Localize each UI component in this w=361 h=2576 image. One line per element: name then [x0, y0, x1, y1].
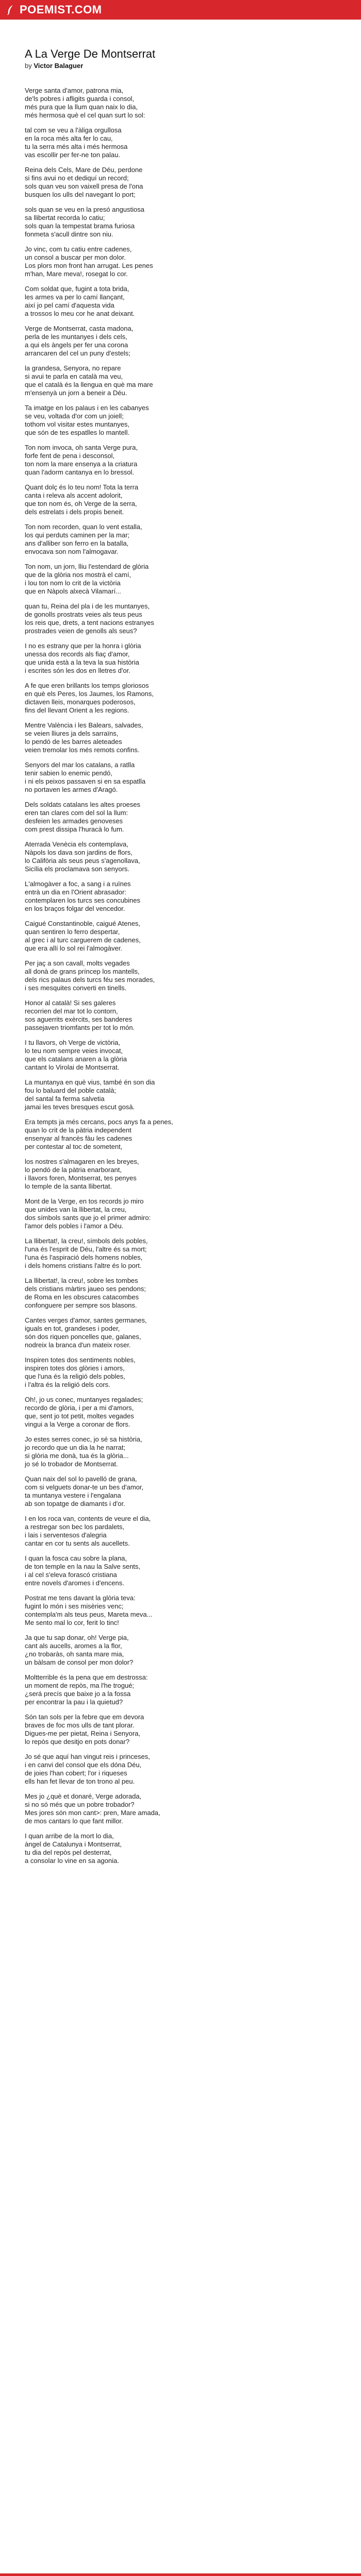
poem-line: la grandesa, Senyora, no repare	[25, 364, 121, 372]
poem-line: dos símbols sants que jo el primer admiro:	[25, 1214, 151, 1222]
poem-stanza	[25, 1078, 334, 1111]
poem-line: en què els Peres, los Jaumes, los Ramons,	[25, 690, 154, 698]
poem-line: Jo vinc, com tu catiu entre cadenes,	[25, 245, 132, 253]
poem-line: Ja que tu sap donar, oh! Verge pia,	[25, 1634, 129, 1641]
poem-line: si avui te parla en català ma veu,	[25, 372, 123, 380]
poem-line: Moltterrible és la pena que em destrossa:	[25, 1673, 148, 1681]
poem-line: I quan arribe de la mort lo dia,	[25, 1832, 114, 1840]
poem-stanza	[25, 523, 334, 556]
poem-stanza	[25, 206, 334, 239]
poem-line: Verge de Montserrat, casta madona,	[25, 325, 134, 332]
poem-stanza	[25, 1554, 334, 1587]
poem-line: no portaven les armes d'Aragó.	[25, 786, 118, 793]
poem-line: i llavors foren, Montserrat, tes penyes	[25, 1174, 137, 1182]
poem-line: Com soldat que, fugint a tota brida,	[25, 285, 129, 293]
poem-stanza	[25, 364, 334, 397]
poem-line: Jo sé que aquí han vingut reis i princeses,	[25, 1753, 150, 1760]
poem-line: Verge santa d'amor, patrona mia,	[25, 87, 124, 94]
poem-line: per encontrar la pau i la quietud?	[25, 1698, 123, 1706]
poem-line: Dels soldats catalans les altes proeses	[25, 801, 141, 808]
poem-stanza	[25, 761, 334, 794]
poem-line: a consolar lo vine en sa agonia.	[25, 1857, 119, 1865]
poem-line: quan l'adorm cantanya en lo bressol.	[25, 468, 135, 476]
poem-stanza	[25, 801, 334, 834]
poem-stanza	[25, 1237, 334, 1270]
poem-line: a trossos lo meu cor he anat deixant.	[25, 310, 135, 317]
poem-stanza	[25, 1158, 334, 1191]
poem-line: l'una és l'esprit de Déu, l'altre és sa mort;	[25, 1245, 147, 1253]
poem-line: passejaven triomfants per tot lo món.	[25, 1024, 135, 1031]
poem-line: cantant lo Virolai de Montserrat.	[25, 1063, 120, 1071]
poem-line: La muntanya en què vius, també én son dia	[25, 1078, 155, 1086]
poem-line: all donà de grans príncep los mantells,	[25, 968, 140, 975]
poem-line: Inspiren totes dos sentiments nobles,	[25, 1356, 136, 1364]
poem-stanza	[25, 1594, 334, 1627]
poem-line: Mes jores són mon cant>: pren, Mare amada,	[25, 1809, 160, 1817]
poem-line: de gonolls prostrats veies als teus peus	[25, 611, 142, 618]
poem-line: recorrien del mar tot lo contorn,	[25, 1007, 118, 1015]
poem-line: de joies l'han cobert; l'or i riqueses	[25, 1769, 127, 1777]
poem-line: si fins avui no et dediquí un record;	[25, 174, 129, 182]
poem-line: ensenyar al francès fàu les cadenes	[25, 1134, 133, 1142]
poem-stanza	[25, 1435, 334, 1468]
poem-line: i al cel s'eleva forascó cristiana	[25, 1571, 117, 1579]
poem-line: Postrat me tens davant la glòria teva:	[25, 1594, 136, 1602]
poem-line: en la roca més alta fer lo cau,	[25, 134, 113, 142]
poem-line: en los braços folgar del vencedor.	[25, 905, 125, 912]
poem-line: àngel de Catalunya i Montserrat,	[25, 1840, 122, 1848]
poem-line: i escrites són les dos en lletres d'or.	[25, 667, 130, 674]
poem-line: La llibertat!, la creu!, sobre les tombes	[25, 1277, 138, 1284]
poem-stanza	[25, 1356, 334, 1389]
poem-line: quan lo crit de la pàtria independent	[25, 1126, 132, 1134]
poem-line: ells han fet llevar de ton trono al peu.	[25, 1777, 135, 1785]
poem-line: entre novels d'aromes i d'encens.	[25, 1579, 124, 1587]
poem-stanza	[25, 1753, 334, 1786]
poem-line: lo temple de la santa llibertat.	[25, 1182, 112, 1190]
poem-line: que el català és la llengua en què ma mare	[25, 381, 153, 388]
poem-line: Ton nom invoca, oh santa Verge pura,	[25, 444, 138, 451]
poem-stanza	[25, 840, 334, 873]
poem-line: al grec i al turc carguerem de cadenes,	[25, 936, 141, 944]
poem-line: que en Nàpols alxecà Vilamarí...	[25, 587, 121, 595]
poem-line: Mont de la Verge, en tos records jo miro	[25, 1197, 144, 1205]
poem-line: contempla'm als teus peus, Mareta meva...	[25, 1611, 153, 1618]
poem-line: se veu, voltada d'or com un joiell;	[25, 412, 124, 420]
poem-line: que unida està a la teva la sua història	[25, 658, 139, 666]
poem-line: I quan la fosca cau sobre la plana,	[25, 1554, 127, 1562]
poem-stanza	[25, 1515, 334, 1548]
poem-line: Honor al català! Si ses galeres	[25, 999, 116, 1007]
poem-line: eren tan clares com del sol la llum:	[25, 809, 128, 817]
footer-bar	[0, 2573, 361, 2576]
poem-line: i lais i serventesos d'alegria	[25, 1531, 107, 1539]
poem-line: lo pendó de les barres aleteades	[25, 738, 122, 745]
poem-line: de Roma en les obscures catacombes	[25, 1293, 139, 1301]
poem-line: Aterrada Venècia els contemplava,	[25, 840, 128, 848]
poem-line: veien tremolar los més remots confins.	[25, 746, 140, 754]
poem-line: Ton nom recorden, quan lo vent estalla,	[25, 523, 142, 531]
poem-line: sos aguerrits exèrcits, ses banderes	[25, 1015, 133, 1023]
poem-line: tu dia del repòs pel desterrat,	[25, 1849, 112, 1856]
site-logo[interactable]	[5, 3, 102, 16]
poem-stanza	[25, 1039, 334, 1072]
poem-line: sa llibertat recorda lo catiu;	[25, 214, 105, 222]
poem-line: braves de foc mos ulls de tant plorar.	[25, 1721, 135, 1729]
poem-line: l'una és l'aspiració dels homens nobles,	[25, 1253, 143, 1261]
poem-line: si glòria me donà, tua és la glòria...	[25, 1452, 129, 1460]
poem-line: perla de les muntanyes i dels cels,	[25, 333, 127, 341]
poem-line: fonmeta s'acull dintre son niu.	[25, 230, 113, 238]
poem-stanza	[25, 999, 334, 1032]
poem-line: quan sentiren lo ferro despertar,	[25, 928, 120, 936]
poem-line: de ton temple en la nau la Salve sents,	[25, 1563, 141, 1570]
poem-line: L'almogàver a foc, a sang i a ruïnes	[25, 880, 131, 888]
poem-line: i en canvi del consol que els dóna Déu,	[25, 1761, 142, 1769]
poem-line: que era allí lo sol rei l'almogàver.	[25, 944, 122, 952]
poem-stanza	[25, 1832, 334, 1865]
poem-stanza	[25, 245, 334, 278]
poem-line: més pura que la llum quan naix lo dia,	[25, 103, 138, 111]
poem-line: i dels homens cristians l'altre és lo port.	[25, 1262, 142, 1269]
poem-line: canta i releva als accent adolorit,	[25, 492, 123, 499]
poem-line: prostrades veien de genolls als seus?	[25, 627, 137, 635]
poem-line: tenir sabien lo enemic pendó,	[25, 769, 112, 777]
poem-line: Ta imatge en los palaus i en les cabanyes	[25, 404, 149, 412]
poem-line: Me sento mal lo cor, ferit lo tinc!	[25, 1619, 119, 1626]
poem-line: a qui els àngels per fer una corona	[25, 341, 128, 349]
poem-stanza	[25, 1713, 334, 1746]
poem-line: recordo de glòria, i per a mi d'amors,	[25, 1404, 134, 1412]
poem-line: jo sé lo trobador de Montserrat.	[25, 1460, 118, 1468]
poem-stanza	[25, 87, 334, 120]
poem-line: Nàpols los dava son jardins de flors,	[25, 849, 133, 856]
poem-stanza	[25, 1792, 334, 1825]
poem-line: ab son topatge de diamants i d'or.	[25, 1500, 125, 1507]
poem-line: lo Califòria als seus peus s'agenollava,	[25, 857, 140, 865]
poem-line: i lou ton nom lo crit de la victòria	[25, 579, 121, 587]
poem-line: nodreix la branca d'un mateix roser.	[25, 1341, 131, 1349]
poem-line: Los plors mon front han arrugat. Les penes	[25, 262, 153, 269]
poem-line: dels estrelats i dels propis beneit.	[25, 508, 124, 516]
poem-line: l'amor dels pobles i l'amor a Déu.	[25, 1222, 124, 1230]
poem-line: dictaven lleis, monarques poderosos,	[25, 698, 136, 706]
poem-stanza	[25, 1396, 334, 1429]
poem-line: arrancaren del cel un puny d'estels;	[25, 349, 130, 357]
poem-line: fugint lo món i ses misèries venc;	[25, 1602, 124, 1610]
poem-line: que els catalans anaren a la glòria	[25, 1055, 127, 1063]
poem-line: Senyors del mar los catalans, a ratlla	[25, 761, 135, 769]
poem-line: los reis que, drets, a tent nacions estranyes	[25, 619, 154, 626]
poem-line: confonguere per sempre sos blasons.	[25, 1301, 137, 1309]
poem-line: sols quan la tempestat brama furiosa	[25, 222, 135, 230]
poem-line: jo recordo que un dia la he narrat;	[25, 1444, 126, 1451]
poem-stanza	[25, 285, 334, 318]
poem-stanza	[25, 126, 334, 159]
poem-line: un moment de repòs, ma l'he trogué;	[25, 1682, 135, 1689]
poem-line: cantar en cor tu sents als aucellets.	[25, 1539, 130, 1547]
poem-line: si no só més que un pobre trobador?	[25, 1801, 135, 1808]
poem-line: dels rics palaus dels turcs féu ses morades,	[25, 976, 155, 984]
poem-line: ¿no trobaràs, oh santa mare mia,	[25, 1650, 124, 1658]
poem-stanza	[25, 1118, 334, 1151]
poem-line: Quant dolç és lo teu nom! Tota la terra	[25, 483, 139, 491]
poem-line: m'ensenyà un jorn a beneir a Déu.	[25, 389, 127, 397]
poem-line: Mes jo ¿què et donaré, Verge adorada,	[25, 1792, 142, 1800]
poem-line: quan tu, Reina del pla i de les muntanyes,	[25, 602, 150, 610]
poem-line: que de la glòria nos mostrà el camí,	[25, 571, 131, 579]
poem-line: que ton nom és, oh Verge de la serra,	[25, 500, 137, 507]
poem-line: iguals en tot, grandeses i poder,	[25, 1325, 120, 1332]
poem-stanza	[25, 959, 334, 992]
poem-line: Són tan sols per la febre que em devora	[25, 1713, 144, 1721]
poem-line: que l'una és la religió dels pobles,	[25, 1372, 125, 1380]
poem-stanza	[25, 721, 334, 754]
poem-line: Reina dels Cels, Mare de Déu, perdone	[25, 166, 143, 174]
poem-line: fou lo baluard del poble català;	[25, 1087, 117, 1094]
poem-line: forfe fent de pena i desconsol,	[25, 452, 115, 460]
poem-line: un bàlsam de consol per mon dolor?	[25, 1658, 134, 1666]
poem-stanza	[25, 1634, 334, 1667]
poem-stanza	[25, 1277, 334, 1310]
poem-line: Digues-me per pietat, Reina i Senyora,	[25, 1730, 141, 1737]
poem-line: les armes va per lo camí llançant,	[25, 293, 125, 301]
poem-line: se veien lliures ja dels sarraïns,	[25, 730, 119, 737]
poem-line: ta muntanya vestere i l'engalana	[25, 1492, 121, 1499]
poem-line: més hermosa què el cel quan surt lo sol:	[25, 111, 145, 119]
poem-line: envocava son nom l'almogavar.	[25, 548, 119, 555]
poem-line: A fe que eren brillants los temps gloriosos	[25, 682, 149, 689]
poem-line: vas escollir per fer-ne ton palau.	[25, 151, 120, 159]
poem-byline	[25, 62, 83, 70]
poem-line: com prest dissipa l'huracà lo fum.	[25, 825, 124, 833]
poem-line: unessa dos records als fiaç d'amor,	[25, 650, 130, 658]
poem-line: tu la serra més alta i més hermosa	[25, 143, 128, 150]
poem-line: Mentre València i les Balears, salvades,	[25, 721, 143, 729]
poem-line: tal com se veu a l'àliga orgullosa	[25, 126, 122, 134]
poem-line: I en los roca van, contents de veure el dia,	[25, 1515, 151, 1522]
poem-line: lo teu nom sempre veies invocat,	[25, 1047, 123, 1055]
poem-line: i ni els peixos passaven si en sa espatlla	[25, 777, 146, 785]
poem-line: per contestar al toc de sometent,	[25, 1143, 123, 1150]
poem-line: són dos riquen poncelles que, galanes,	[25, 1333, 141, 1341]
top-bar	[0, 0, 361, 20]
poem-line: m'han, Mare meva!, rosegat lo cor.	[25, 270, 128, 278]
poem-line: I tu llavors, oh Verge de victòria,	[25, 1039, 120, 1046]
poem-line: i l'altra és la religió dels cors.	[25, 1381, 110, 1388]
poem-line: Quan naix del sol lo pavelló de grana,	[25, 1475, 137, 1483]
poem-line: entrà un dia en l'Orient abrasador:	[25, 888, 126, 896]
poem-line: així jo pel camí d'aquesta vida	[25, 301, 114, 309]
poem-line: Ton nom, un jorn, lliu l'estendard de glòria	[25, 563, 149, 570]
poem-line: tothom vol visitar estes muntanyes,	[25, 420, 130, 428]
poem-line: contemplaren los turcs ses concubines	[25, 896, 141, 904]
poem-line: lo repòs que desitjo en pots donar?	[25, 1738, 130, 1745]
poem-line: sols quan se veu en la presó angustiosa	[25, 206, 144, 213]
poem-stanza	[25, 682, 334, 715]
poem-line: I no es estrany que per la honra i glòria	[25, 642, 141, 650]
poem-body	[25, 87, 334, 1872]
poem-stanza	[25, 1673, 334, 1706]
poem-stanza	[25, 1197, 334, 1230]
poem-line: ton nom la mare ensenya a la criatura	[25, 460, 138, 468]
poem-line: fins del llevant Orient a les regions.	[25, 706, 129, 714]
poem-author-link[interactable]: Victor Balaguer	[34, 62, 84, 70]
poem-line: desfeien les armades genoveses	[25, 817, 123, 825]
poem-stanza	[25, 563, 334, 596]
poem-line: los nostres s'almagaren en les breyes,	[25, 1158, 139, 1165]
poem-line: La llibertat!, la creu!, símbols dels pobles,	[25, 1237, 148, 1245]
by-label: by	[25, 62, 32, 70]
poem-line: jamai les teves bresques escut gosà.	[25, 1103, 135, 1111]
poem-line: que són de tes espatlles lo mantell.	[25, 429, 130, 436]
poem-stanza	[25, 880, 334, 913]
poem-stanza	[25, 325, 334, 358]
poem-line: del santal fa ferma salvetia	[25, 1095, 105, 1103]
poem-line: i ses mesquites converti en tinells.	[25, 984, 127, 992]
poem-stanza	[25, 642, 334, 675]
poem-line: que unides van la llibertat, la creu,	[25, 1206, 127, 1213]
poem-line: a restregar son bec los pardalets,	[25, 1523, 124, 1531]
poem-line: inspiren totes dos glòries i amors,	[25, 1364, 125, 1372]
site-logo-text: POEMIST.COM	[20, 3, 102, 16]
poem-stanza	[25, 404, 334, 437]
poem-line: ans d'alliber son ferro en la batalla,	[25, 539, 129, 547]
poem-stanza	[25, 1316, 334, 1349]
poem-line: los qui perduts caminen per la mar;	[25, 531, 130, 539]
poem-stanza	[25, 483, 334, 516]
poem-line: lo pendó de la pàtria enarborant,	[25, 1166, 122, 1174]
poem-line: cant als aucells, aromes a la flor,	[25, 1642, 122, 1650]
poem-line: de mos cantars lo que fant millor.	[25, 1817, 123, 1825]
poem-stanza	[25, 602, 334, 635]
poem-line: Per jaç a son cavall, molts vegades	[25, 959, 130, 967]
poem-line: busquen los ulls del navegant lo port;	[25, 191, 136, 198]
poem-line: de'ls pobres i afligits guarda i consol,	[25, 95, 135, 103]
poem-line: ¿será precís que baixe jo a la fossa	[25, 1690, 131, 1698]
poem-line: un consol a buscar per mon dolor.	[25, 253, 126, 261]
poem-title: A La Verge De Montserrat	[25, 47, 156, 60]
poem-line: Oh!, jo us conec, muntanyes regalades;	[25, 1396, 143, 1403]
poem-line: dels cristians màrtirs jaueo ses pendons;	[25, 1285, 146, 1293]
poem-stanza	[25, 920, 334, 953]
poem-line: Sicília els proclamava son senyors.	[25, 865, 130, 873]
poem-line: vingui a la Verge a coronar de flors.	[25, 1420, 130, 1428]
poem-stanza	[25, 166, 334, 199]
poem-line: que, sent jo tot petit, moltes vegades	[25, 1412, 134, 1420]
poem-line: Caigué Constantinoble, caigué Atenes,	[25, 920, 141, 927]
poem-line: Cantes verges d'amor, santes germanes,	[25, 1316, 147, 1324]
poem-line: com si velguets donar-te un bes d'amor,	[25, 1483, 144, 1491]
poem-stanza	[25, 444, 334, 477]
poem-line: Era tempts ja més cercans, pocs anys fa a penes,	[25, 1118, 173, 1126]
poem-line: Jo estes serres conec, jo sé sa història,	[25, 1435, 142, 1443]
poem-line: sols quan veu son vaixell presa de l'ona	[25, 182, 143, 190]
poem-stanza	[25, 1475, 334, 1508]
feather-icon	[5, 4, 17, 15]
